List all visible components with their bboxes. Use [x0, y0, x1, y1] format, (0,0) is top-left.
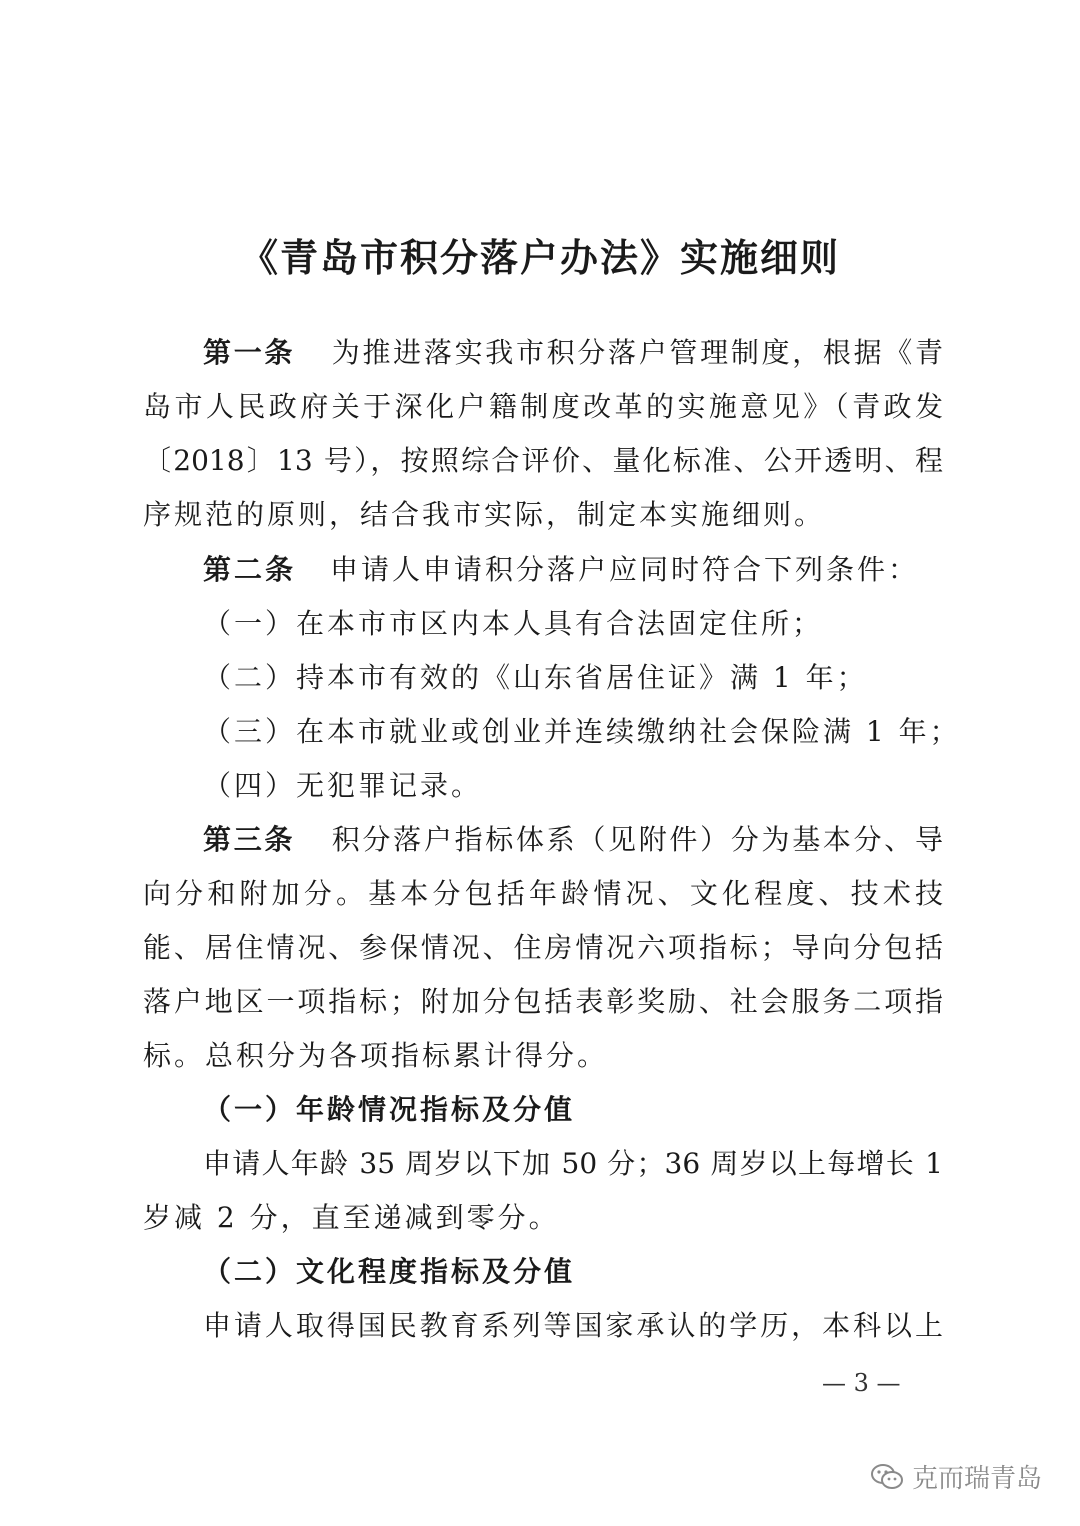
condition-4: （四）无犯罪记录。	[203, 769, 483, 802]
article-3-line-3: 能、居住情况、参保情况、住房情况六项指标；导向分包括	[143, 931, 943, 964]
condition-2: （二）持本市有效的《山东省居住证》满 1 年；	[203, 661, 868, 694]
article-3-line-5: 标。总积分为各项指标累计得分。	[143, 1039, 609, 1072]
watermark	[870, 1458, 1042, 1495]
condition-3: （三）在本市就业或创业并连续缴纳社会保险满 1 年；	[203, 715, 961, 748]
article-3-line-4: 落户地区一项指标；附加分包括表彰奖励、社会服务二项指	[143, 985, 943, 1018]
section-heading-age: （一）年龄情况指标及分值	[203, 1093, 576, 1126]
article-3-label: 第三条	[203, 823, 296, 856]
article-3-line-1	[203, 820, 943, 860]
condition-1: （一）在本市市区内本人具有合法固定住所；	[203, 607, 824, 640]
watermark-text: 克而瑞青岛	[912, 1464, 1043, 1494]
education-line-1: 申请人取得国民教育系列等国家承认的学历，本科以上	[203, 1309, 943, 1342]
article-3-line-2: 向分和附加分。基本分包括年龄情况、文化程度、技术技	[143, 877, 943, 910]
article-1-line-1	[203, 333, 943, 373]
article-1-line-3: 〔2018〕13 号），按照综合评价、量化标准、公开透明、程	[143, 444, 943, 477]
wechat-icon	[870, 1462, 904, 1492]
article-2-text: 申请人申请积分落户应同时符合下列条件：	[330, 553, 920, 586]
section-heading-education: （二）文化程度指标及分值	[203, 1255, 576, 1288]
page-number: — 3 —	[822, 1369, 901, 1397]
age-line-1: 申请人年龄 35 周岁以下加 50 分；36 周岁以上每增长 1	[203, 1147, 943, 1180]
age-line-2: 岁减 2 分，直至递减到零分。	[143, 1201, 560, 1234]
article-1-line-2: 岛市人民政府关于深化户籍制度改革的实施意见》（青政发	[143, 390, 943, 423]
article-3-text: 积分落户指标体系（见附件）分为基本分、导	[329, 823, 943, 856]
article-2-line	[203, 550, 943, 590]
article-1-label: 第一条	[203, 336, 296, 369]
document-title: 《青岛市积分落户办法》实施细则	[239, 235, 840, 280]
article-1-text: 为推进落实我市积分落户管理制度，根据《青	[329, 336, 943, 369]
article-1-line-4: 序规范的原则，结合我市实际，制定本实施细则。	[143, 498, 826, 531]
article-2-label: 第二条	[203, 553, 297, 586]
